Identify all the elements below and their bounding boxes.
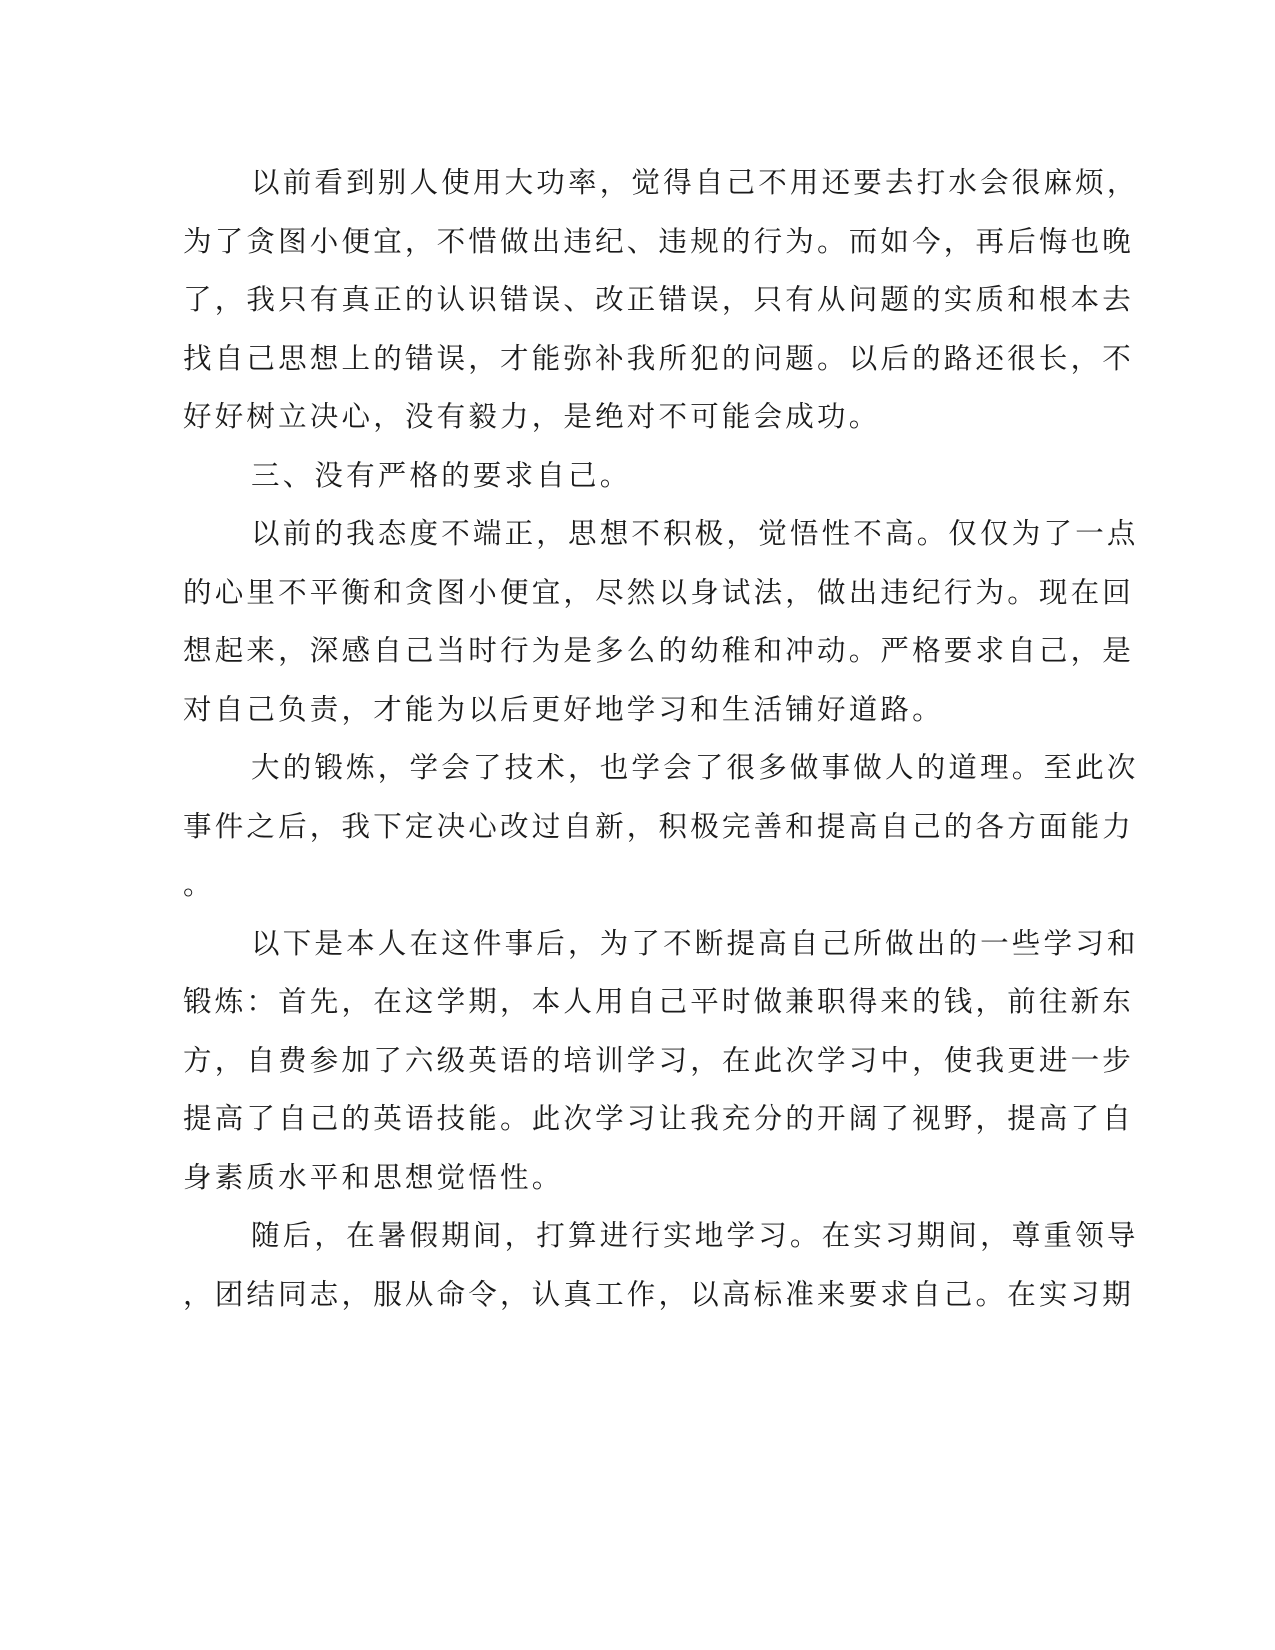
text-line: 好好树立决心，没有毅力，是绝对不可能会成功。	[183, 400, 881, 433]
paragraph	[183, 1213, 1139, 1330]
text-line: 了，我只有真正的认识错误、改正错误，只有从问题的实质和根本去	[183, 283, 1135, 316]
text-line: ，团结同志，服从命令，认真工作，以高标准来要求自己。在实习期	[183, 1277, 1135, 1311]
text-line: 随后，在暑假期间，打算进行实地学习。在实习期间，尊重领导	[251, 1219, 1139, 1252]
text-line: 。	[183, 868, 215, 901]
text-line: 以前看到别人使用大功率，觉得自己不用还要去打水会很麻烦，	[251, 166, 1139, 199]
text-line: 想起来，深感自己当时行为是多么的幼稚和冲动。严格要求自己，是	[183, 634, 1135, 667]
paragraph	[183, 511, 1139, 745]
document-body	[183, 160, 1139, 1330]
paragraph	[183, 160, 1139, 453]
text-line: 事件之后，我下定决心改过自新，积极完善和提高自己的各方面能力	[183, 809, 1135, 843]
paragraph	[183, 745, 1139, 921]
text-line: 对自己负责，才能为以后更好地学习和生活铺好道路。	[183, 692, 944, 726]
text-line: 三、没有严格的要求自己。	[251, 458, 632, 492]
text-line: 为了贪图小便宜，不惜做出违纪、违规的行为。而如今，再后悔也晚	[183, 224, 1135, 258]
text-line: 锻炼：首先，在这学期，本人用自己平时做兼职得来的钱，前往新东	[183, 985, 1135, 1018]
text-line: 身素质水平和思想觉悟性。	[183, 1160, 564, 1194]
text-line: 方，自费参加了六级英语的培训学习，在此次学习中，使我更进一步	[183, 1043, 1135, 1077]
text-line: 以前的我态度不端正，思想不积极，觉悟性不高。仅仅为了一点	[251, 517, 1139, 550]
paragraph	[183, 921, 1139, 1214]
text-line: 提高了自己的英语技能。此次学习让我充分的开阔了视野，提高了自	[183, 1102, 1135, 1135]
section-heading	[183, 453, 1043, 512]
text-line: 以下是本人在这件事后，为了不断提高自己所做出的一些学习和	[251, 926, 1139, 960]
text-line: 的心里不平衡和贪图小便宜，尽然以身试法，做出违纪行为。现在回	[183, 575, 1135, 609]
text-line: 找自己思想上的错误，才能弥补我所犯的问题。以后的路还很长，不	[183, 341, 1135, 375]
text-line: 大的锻炼，学会了技术，也学会了很多做事做人的道理。至此次	[251, 751, 1139, 784]
